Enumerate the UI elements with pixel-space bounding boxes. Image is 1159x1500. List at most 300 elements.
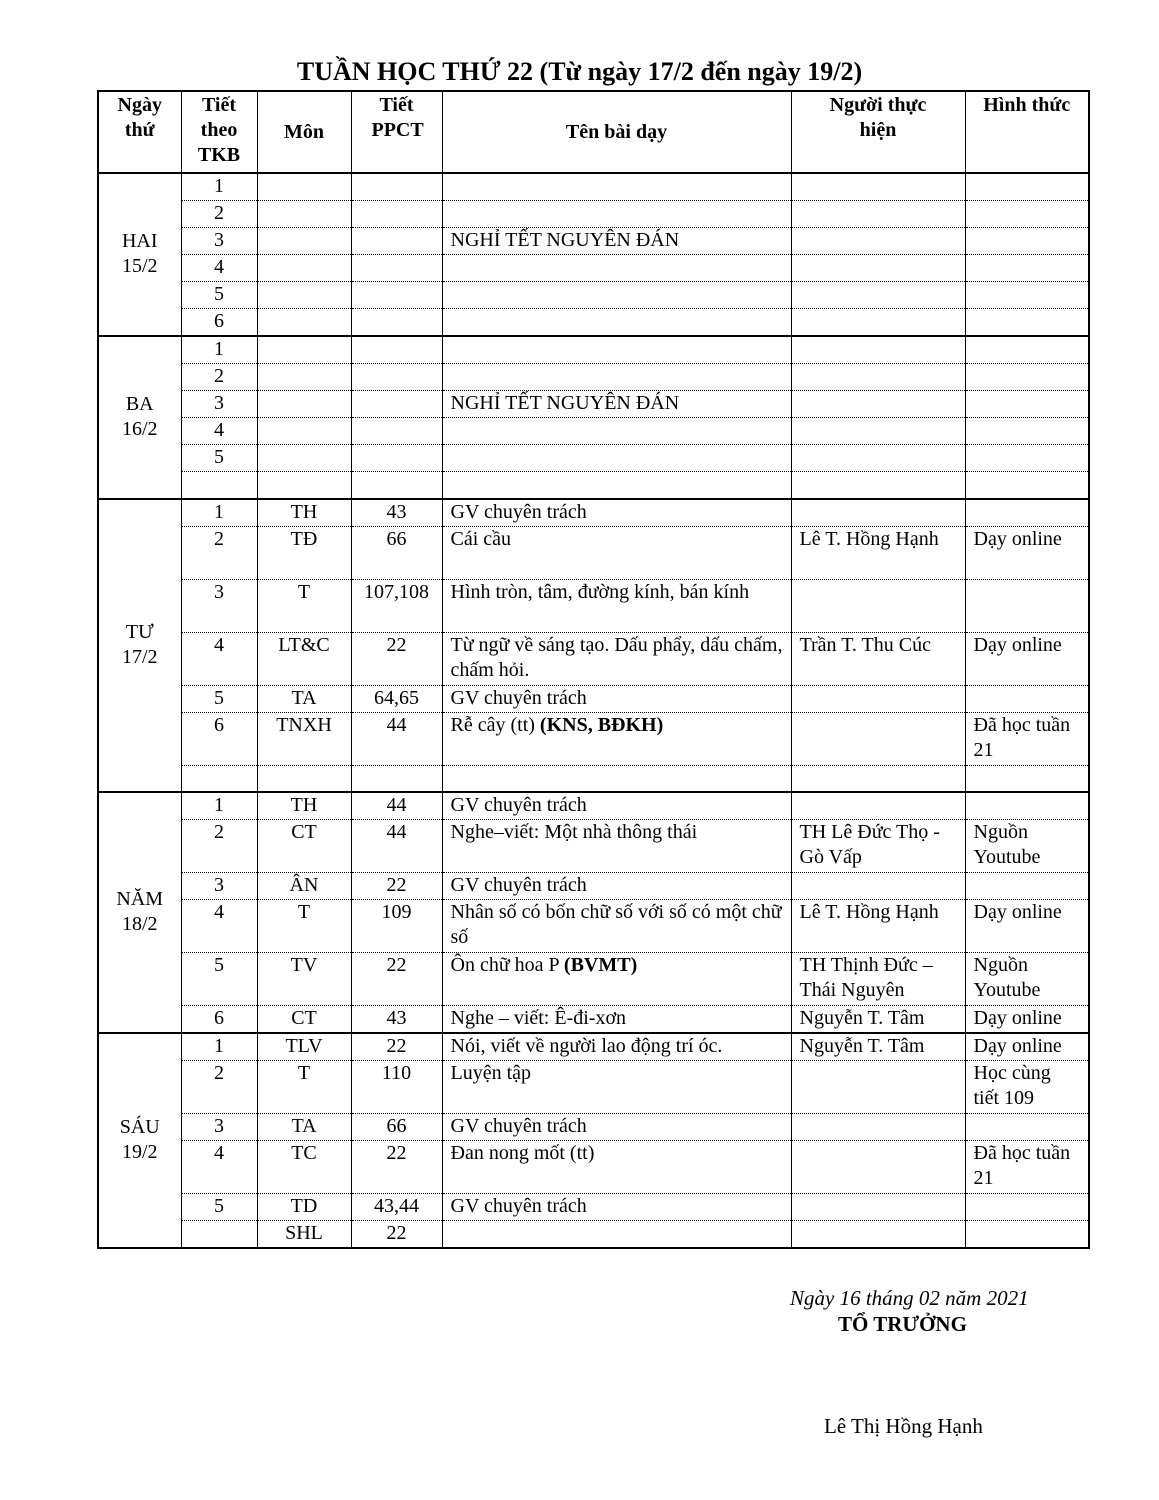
form-cell <box>965 1141 1089 1194</box>
teacher-cell <box>791 418 965 445</box>
subject-cell <box>257 685 351 712</box>
lesson-cell-text: GV chuyên trách <box>450 874 587 896</box>
period-cell <box>181 282 257 309</box>
ppct-cell <box>351 445 442 472</box>
header-subject: Môn <box>257 91 351 173</box>
period-cell <box>181 1114 257 1141</box>
teacher-cell <box>791 309 965 337</box>
ppct-cell <box>351 873 442 900</box>
teacher-cell <box>791 873 965 900</box>
ppct-cell <box>351 1194 442 1221</box>
period-cell <box>181 685 257 712</box>
subject-cell-text: CT <box>291 821 317 843</box>
day-date: 15/2 <box>121 255 158 277</box>
day-name: BA <box>125 392 154 415</box>
period-cell <box>181 173 257 201</box>
form-cell <box>965 282 1089 309</box>
table-row <box>98 418 1089 445</box>
ppct-cell-text: 43,44 <box>374 1195 419 1217</box>
subject-cell <box>257 1114 351 1141</box>
teacher-cell <box>791 820 965 873</box>
subject-cell-text: T <box>297 1062 311 1084</box>
form-cell-text: Dạy online <box>973 1035 1062 1057</box>
subject-cell <box>257 1033 351 1061</box>
form-cell <box>965 1114 1089 1141</box>
ppct-cell <box>351 336 442 364</box>
period-cell-text: 2 <box>214 1062 224 1084</box>
table-row <box>98 953 1089 1006</box>
lesson-cell <box>442 526 791 579</box>
day-date: 16/2 <box>121 417 158 440</box>
form-cell-text: Dạy online <box>973 527 1062 550</box>
teacher-cell-text: Nguyễn T. Tâm <box>799 1035 925 1057</box>
period-cell <box>181 900 257 953</box>
header-lesson: Tên bài dạy <box>442 91 791 173</box>
ppct-cell <box>351 765 442 792</box>
teacher-cell-text: TH Thịnh Đức – Thái Nguyên <box>799 954 933 1001</box>
subject-cell-text: TA <box>291 1115 317 1137</box>
lesson-cell-text: GV chuyên trách <box>450 1195 587 1217</box>
lesson-cell-text: Cái cầu <box>450 527 512 550</box>
ppct-cell <box>351 499 442 527</box>
teacher-cell <box>791 1033 965 1061</box>
lesson-cell-text: GV chuyên trách <box>450 500 587 523</box>
lesson-cell <box>442 792 791 820</box>
lesson-cell <box>442 391 791 418</box>
subject-cell <box>257 765 351 792</box>
lesson-cell-text: Luyện tập <box>450 1062 532 1084</box>
table-row <box>98 309 1089 337</box>
ppct-cell <box>351 526 442 579</box>
period-cell-text: 6 <box>214 310 224 332</box>
teacher-cell <box>791 499 965 527</box>
period-cell-text: 1 <box>214 1035 224 1057</box>
form-cell-text: Nguồn Youtube <box>973 954 1041 1001</box>
period-cell-text: 1 <box>214 338 224 360</box>
ppct-cell-text: 22 <box>386 633 407 656</box>
header-day: Ngày thứ <box>98 91 181 173</box>
ppct-cell <box>351 579 442 632</box>
subject-cell-text: TV <box>290 954 318 976</box>
form-cell <box>965 873 1089 900</box>
form-cell-text: Nguồn Youtube <box>973 821 1041 868</box>
subject-cell <box>257 255 351 282</box>
subject-cell-text: TLV <box>285 1035 323 1057</box>
form-cell-text: Dạy online <box>973 901 1062 923</box>
subject-cell-text: TA <box>291 686 317 709</box>
period-cell-text: 4 <box>214 1142 224 1164</box>
form-cell <box>965 228 1089 255</box>
lesson-cell <box>442 418 791 445</box>
period-cell-text: 6 <box>214 713 224 736</box>
table-row <box>98 1141 1089 1194</box>
period-cell-text: 2 <box>214 527 224 550</box>
teacher-cell <box>791 336 965 364</box>
table-row <box>98 201 1089 228</box>
signature-date: Ngày 16 tháng 02 năm 2021 <box>790 1286 1029 1310</box>
table-row <box>98 792 1089 820</box>
period-cell <box>181 953 257 1006</box>
form-cell <box>965 820 1089 873</box>
form-cell <box>965 765 1089 792</box>
lesson-cell <box>442 282 791 309</box>
period-cell-text: 5 <box>214 1195 224 1217</box>
subject-cell <box>257 953 351 1006</box>
form-cell-text: Dạy online <box>973 1007 1062 1029</box>
day-cell <box>98 173 181 336</box>
form-cell <box>965 1194 1089 1221</box>
ppct-cell <box>351 201 442 228</box>
form-cell <box>965 445 1089 472</box>
table-row <box>98 282 1089 309</box>
ppct-cell <box>351 1061 442 1114</box>
lesson-cell-text: Nghe – viết: Ê-đi-xơn <box>450 1007 627 1029</box>
period-cell-text: 4 <box>214 419 224 441</box>
period-cell-text: 5 <box>214 283 224 305</box>
table-row <box>98 820 1089 873</box>
form-cell <box>965 418 1089 445</box>
period-cell <box>181 391 257 418</box>
form-cell-text: Đã học tuần 21 <box>973 1142 1071 1189</box>
form-cell <box>965 173 1089 201</box>
ppct-cell-text: 44 <box>386 794 407 816</box>
period-cell-text: 3 <box>214 874 224 896</box>
period-cell-text: 5 <box>214 446 224 468</box>
period-cell-text: 3 <box>214 229 224 251</box>
ppct-cell-text: 22 <box>386 954 407 976</box>
period-cell <box>181 1006 257 1034</box>
teacher-cell <box>791 1141 965 1194</box>
table-row <box>98 1061 1089 1114</box>
teacher-cell-text: Lê T. Hồng Hạnh <box>799 901 939 923</box>
table-row <box>98 391 1089 418</box>
lesson-cell <box>442 255 791 282</box>
ppct-cell-text: 66 <box>386 527 407 550</box>
signature-role: TỔ TRƯỞNG <box>838 1312 967 1336</box>
form-cell <box>965 632 1089 685</box>
lesson-cell-text: GV chuyên trách <box>450 686 587 709</box>
ppct-cell <box>351 632 442 685</box>
subject-cell <box>257 445 351 472</box>
form-cell <box>965 1033 1089 1061</box>
ppct-cell <box>351 1006 442 1034</box>
ppct-cell-text: 110 <box>381 1062 412 1084</box>
ppct-cell <box>351 953 442 1006</box>
period-cell-text: 5 <box>214 686 224 709</box>
subject-cell <box>257 1194 351 1221</box>
lesson-cell <box>442 1006 791 1034</box>
teacher-cell <box>791 953 965 1006</box>
ppct-cell-text: 66 <box>386 1115 407 1137</box>
ppct-cell <box>351 418 442 445</box>
table-row <box>98 1221 1089 1249</box>
period-cell-text: 2 <box>214 365 224 387</box>
table-row <box>98 712 1089 765</box>
subject-cell-text: LT&C <box>278 633 330 656</box>
subject-cell <box>257 1221 351 1249</box>
lesson-cell <box>442 685 791 712</box>
teacher-cell <box>791 685 965 712</box>
schedule-body <box>98 173 1089 1248</box>
subject-cell <box>257 364 351 391</box>
form-cell <box>965 792 1089 820</box>
subject-cell-text: TH <box>290 794 318 816</box>
lesson-cell-text: Từ ngữ về sáng tạo. Dấu phẩy, dấu chấm, chấm hỏi. <box>450 633 783 681</box>
lesson-cell <box>442 1221 791 1249</box>
ppct-cell <box>351 820 442 873</box>
period-cell-text: 3 <box>214 1115 224 1137</box>
period-cell-text: 2 <box>214 821 224 843</box>
subject-cell <box>257 792 351 820</box>
lesson-cell <box>442 1114 791 1141</box>
period-cell <box>181 445 257 472</box>
form-cell <box>965 499 1089 527</box>
subject-cell <box>257 201 351 228</box>
teacher-cell <box>791 364 965 391</box>
header-ppct: Tiết PPCT <box>351 91 442 173</box>
lesson-cell <box>442 953 791 1006</box>
table-row <box>98 445 1089 472</box>
lesson-cell-text: Ôn chữ hoa P <box>450 954 564 976</box>
teacher-cell <box>791 792 965 820</box>
lesson-cell-text: GV chuyên trách <box>450 1115 587 1137</box>
lesson-cell <box>442 765 791 792</box>
day-cell <box>98 499 181 793</box>
period-cell-text: 3 <box>214 580 224 603</box>
ppct-cell-text: 107,108 <box>364 580 429 603</box>
header-period: Tiết theo TKB <box>181 91 257 173</box>
period-cell-text: 1 <box>214 500 224 523</box>
subject-cell-text: TC <box>291 1142 317 1164</box>
period-cell <box>181 336 257 364</box>
ppct-cell-text: 22 <box>386 1222 407 1244</box>
table-row <box>98 579 1089 632</box>
table-row <box>98 1194 1089 1221</box>
form-cell <box>965 472 1089 499</box>
period-cell-text: 4 <box>214 256 224 278</box>
period-cell <box>181 472 257 499</box>
table-row <box>98 526 1089 579</box>
lesson-tag: (KNS, BĐKH) <box>539 713 664 736</box>
ppct-cell-text: 109 <box>381 901 412 923</box>
form-cell <box>965 685 1089 712</box>
table-row <box>98 1033 1089 1061</box>
lesson-cell-text: Nhân số có bốn chữ số với số có một chữ số <box>450 901 782 948</box>
period-cell <box>181 1141 257 1194</box>
subject-cell <box>257 309 351 337</box>
period-cell-text: 6 <box>214 1007 224 1029</box>
teacher-cell <box>791 1061 965 1114</box>
table-row <box>98 472 1089 499</box>
subject-cell <box>257 173 351 201</box>
period-cell <box>181 255 257 282</box>
period-cell <box>181 792 257 820</box>
teacher-cell <box>791 1006 965 1034</box>
lesson-cell <box>442 1061 791 1114</box>
header-row <box>98 91 1089 173</box>
period-cell <box>181 765 257 792</box>
table-row <box>98 632 1089 685</box>
lesson-cell-text: NGHỈ TẾT NGUYÊN ĐÁN <box>450 229 680 251</box>
teacher-cell-text: Lê T. Hồng Hạnh <box>799 527 939 550</box>
form-cell <box>965 1061 1089 1114</box>
ppct-cell <box>351 792 442 820</box>
subject-cell <box>257 418 351 445</box>
lesson-cell <box>442 201 791 228</box>
teacher-cell <box>791 526 965 579</box>
form-cell <box>965 201 1089 228</box>
subject-cell <box>257 900 351 953</box>
ppct-cell-text: 44 <box>386 713 407 736</box>
subject-cell <box>257 526 351 579</box>
lesson-cell <box>442 173 791 201</box>
period-cell <box>181 1221 257 1249</box>
day-date: 17/2 <box>121 645 158 668</box>
period-cell <box>181 418 257 445</box>
day-name: TƯ <box>125 620 154 643</box>
ppct-cell-text: 44 <box>386 821 407 843</box>
lesson-cell <box>442 445 791 472</box>
ppct-cell <box>351 255 442 282</box>
period-cell <box>181 632 257 685</box>
lesson-cell <box>442 820 791 873</box>
form-cell-text: Đã học tuần 21 <box>973 713 1071 761</box>
period-cell-text: 3 <box>214 392 224 414</box>
subject-cell <box>257 820 351 873</box>
subject-cell <box>257 472 351 499</box>
period-cell <box>181 228 257 255</box>
subject-cell <box>257 1061 351 1114</box>
ppct-cell <box>351 712 442 765</box>
subject-cell <box>257 1006 351 1034</box>
teacher-cell <box>791 712 965 765</box>
teacher-cell <box>791 391 965 418</box>
period-cell <box>181 579 257 632</box>
schedule-table <box>97 90 1090 1249</box>
subject-cell <box>257 228 351 255</box>
table-row <box>98 873 1089 900</box>
table-row <box>98 228 1089 255</box>
ppct-cell <box>351 391 442 418</box>
ppct-cell-text: 64,65 <box>374 686 419 709</box>
table-row <box>98 173 1089 201</box>
period-cell-text: 5 <box>214 954 224 976</box>
page-title: TUẦN HỌC THỨ 22 (Từ ngày 17/2 đến ngày 19/2) <box>296 57 863 86</box>
form-cell-text: Dạy online <box>973 633 1062 656</box>
form-cell <box>965 1006 1089 1034</box>
ppct-cell <box>351 228 442 255</box>
teacher-cell <box>791 173 965 201</box>
subject-cell-text: T <box>297 580 311 603</box>
lesson-cell <box>442 1194 791 1221</box>
subject-cell <box>257 873 351 900</box>
day-cell <box>98 336 181 499</box>
lesson-cell <box>442 579 791 632</box>
form-cell <box>965 391 1089 418</box>
ppct-cell <box>351 1141 442 1194</box>
lesson-cell <box>442 632 791 685</box>
day-name: SÁU <box>119 1116 160 1138</box>
period-cell <box>181 309 257 337</box>
teacher-cell <box>791 445 965 472</box>
form-cell-text: Học cùng tiết 109 <box>973 1062 1051 1109</box>
period-cell-text: 4 <box>214 633 224 656</box>
period-cell <box>181 873 257 900</box>
ppct-cell <box>351 1114 442 1141</box>
ppct-cell-text: 43 <box>386 500 407 523</box>
subject-cell <box>257 1141 351 1194</box>
ppct-cell <box>351 364 442 391</box>
subject-cell <box>257 336 351 364</box>
lesson-cell <box>442 1141 791 1194</box>
table-row <box>98 499 1089 527</box>
teacher-cell <box>791 765 965 792</box>
subject-cell <box>257 712 351 765</box>
lesson-cell-text: Đan nong mốt (tt) <box>450 1142 595 1164</box>
period-cell-text: 4 <box>214 901 224 923</box>
lesson-cell <box>442 309 791 337</box>
period-cell <box>181 820 257 873</box>
form-cell <box>965 1221 1089 1249</box>
teacher-cell <box>791 472 965 499</box>
subject-cell <box>257 391 351 418</box>
teacher-cell <box>791 900 965 953</box>
ppct-cell <box>351 685 442 712</box>
table-row <box>98 685 1089 712</box>
teacher-cell <box>791 632 965 685</box>
subject-cell-text: TH <box>290 500 318 523</box>
table-row <box>98 336 1089 364</box>
form-cell <box>965 526 1089 579</box>
subject-cell-text: TĐ <box>290 527 318 550</box>
signature-name: Lê Thị Hồng Hạnh <box>824 1414 983 1438</box>
period-cell <box>181 1061 257 1114</box>
ppct-cell-text: 22 <box>386 874 407 896</box>
lesson-cell-text: Nghe–viết: Một nhà thông thái <box>450 821 698 843</box>
subject-cell-text: TD <box>290 1195 318 1217</box>
ppct-cell <box>351 282 442 309</box>
lesson-cell-text: GV chuyên trách <box>450 794 587 816</box>
ppct-cell <box>351 1033 442 1061</box>
lesson-cell <box>442 499 791 527</box>
period-cell-text: 1 <box>214 175 224 197</box>
form-cell <box>965 364 1089 391</box>
subject-cell-text: TNXH <box>276 713 332 736</box>
lesson-cell <box>442 364 791 391</box>
lesson-cell <box>442 472 791 499</box>
table-row <box>98 364 1089 391</box>
teacher-cell-text: Nguyễn T. Tâm <box>799 1007 925 1029</box>
table-row <box>98 900 1089 953</box>
teacher-cell <box>791 255 965 282</box>
period-cell <box>181 526 257 579</box>
form-cell <box>965 579 1089 632</box>
header-form: Hình thức <box>965 91 1089 173</box>
day-name: HAI <box>121 230 158 252</box>
period-cell-text: 1 <box>214 794 224 816</box>
lesson-cell-text: Nói, viết về người lao động trí óc. <box>450 1035 723 1057</box>
lesson-cell <box>442 873 791 900</box>
period-cell <box>181 364 257 391</box>
subject-cell-text: SHL <box>285 1222 323 1244</box>
teacher-cell <box>791 1114 965 1141</box>
table-row <box>98 255 1089 282</box>
subject-cell-text: ÂN <box>289 874 319 896</box>
period-cell <box>181 712 257 765</box>
lesson-cell <box>442 228 791 255</box>
lesson-cell <box>442 1033 791 1061</box>
header-teacher: Người thực hiện <box>791 91 965 173</box>
